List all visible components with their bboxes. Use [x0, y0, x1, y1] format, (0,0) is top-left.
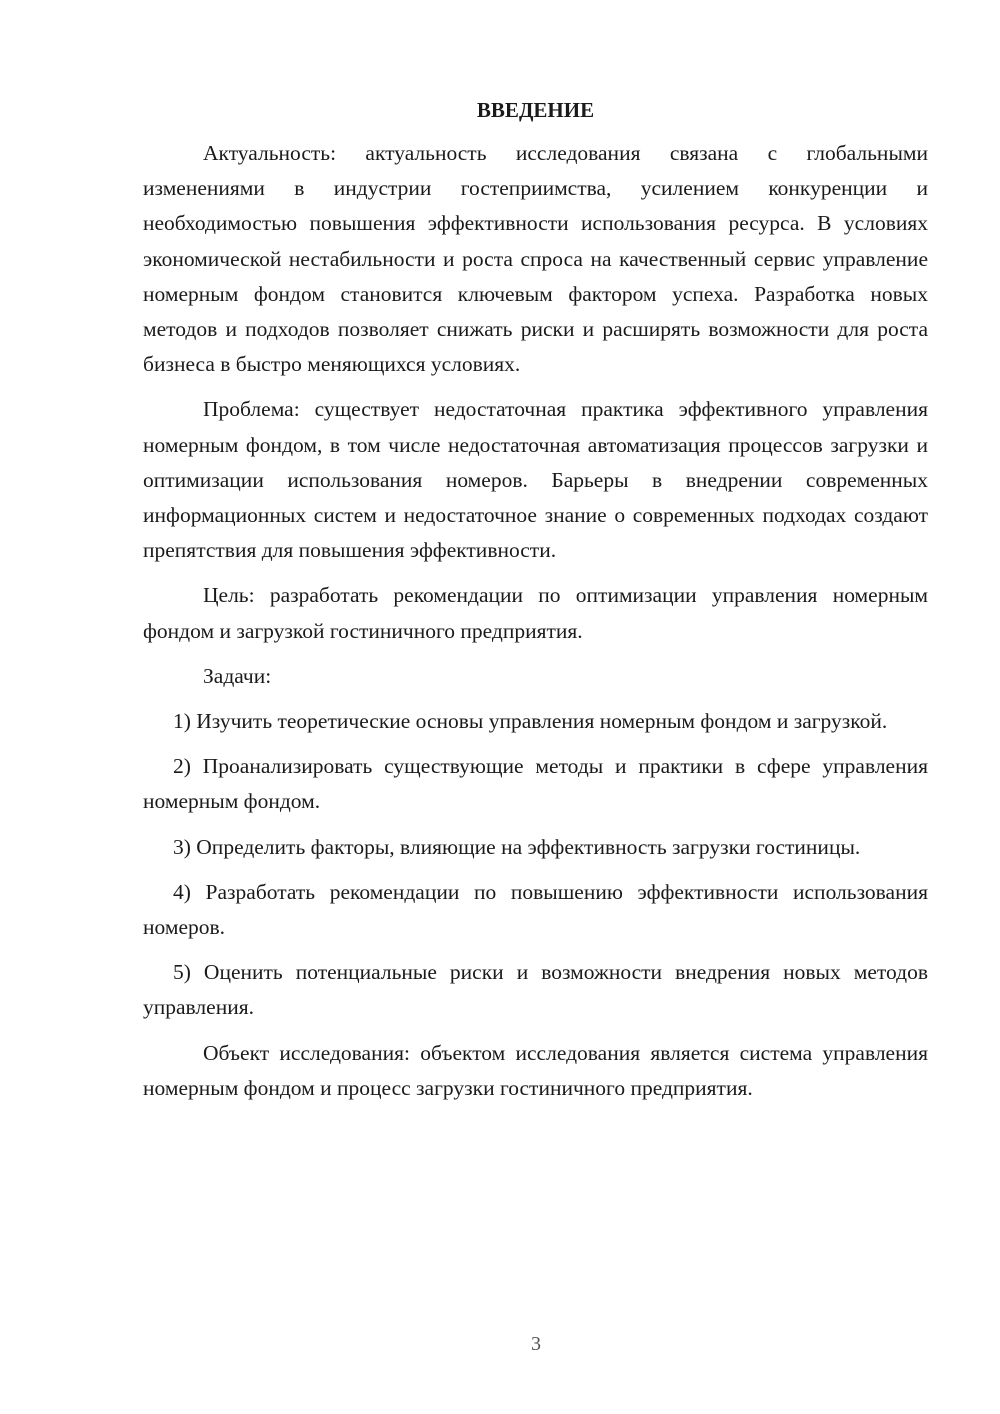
- tasks-label: Задачи:: [203, 663, 272, 688]
- section-heading: ВВЕДЕНИЕ: [476, 98, 595, 122]
- paragraph-goal: Цель: разработать рекомендации по оптимизации управления номерным фондом и загрузкой гостиничного предприятия.: [143, 583, 928, 643]
- task-item-3: 3) Определить факторы, влияющие на эффективность загрузки гостиницы.: [173, 834, 861, 859]
- task-item-5: 5) Оценить потенциальные риски и возможности внедрения новых методов управления.: [143, 960, 928, 1020]
- task-item-4: 4) Разработать рекомендации по повышению эффективности использования номеров.: [143, 879, 928, 940]
- page-number: 3: [531, 1333, 541, 1355]
- task-item-1: 1) Изучить теоретические основы управления номерным фондом и загрузкой.: [173, 709, 888, 734]
- task-list: [143, 704, 928, 1026]
- paragraph-problem: Проблема: существует недостаточная практика эффективного управления номерным фондом, в том числе недостаточная автоматизация процессов загрузки и оптимизации использования номеров. Барьеры в внедрении современных информационных систем и недостаточное знание о современных подходах создают препятствия для повышения эффективности.: [143, 397, 928, 563]
- paragraph-relevance: Актуальность: актуальность исследования связана с глобальными изменениями в индустрии гостеприимства, усилением конкуренции и необходимостью повышения эффективности использования ресурса. В условиях экономической нестабильности и роста спроса на качественный сервис управление номерным фондом становится ключевым фактором успеха. Разработка новых методов и подходов позволяет снижать риски и расширять возможности для роста бизнеса в быстро меняющихся условиях.: [143, 141, 928, 377]
- page-number-container: [0, 1333, 1000, 1356]
- document-page: [143, 94, 928, 1116]
- task-item-2: 2) Проанализировать существующие методы и практики в сфере управления номерным фондом.: [143, 754, 928, 814]
- paragraph-object: Объект исследования: объектом исследования является система управления номерным фондом и процесс загрузки гостиничного предприятия.: [143, 1040, 928, 1100]
